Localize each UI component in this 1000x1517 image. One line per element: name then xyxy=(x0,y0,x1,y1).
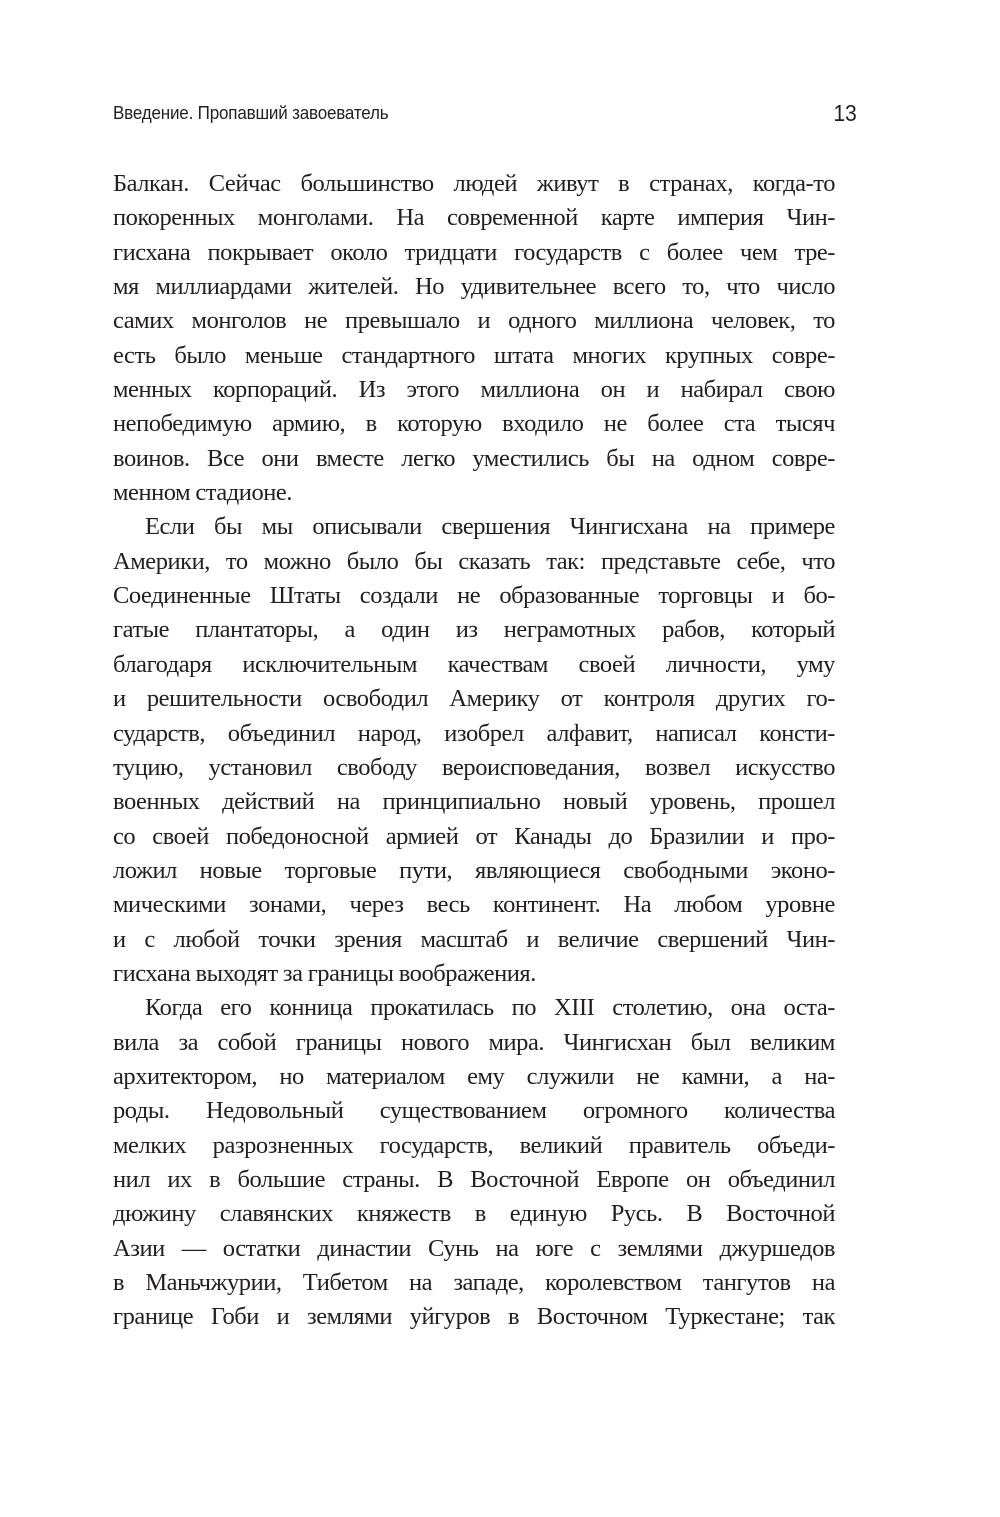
text-line: Соединенные Штаты создали не образованные торговцы и бо- xyxy=(113,582,835,610)
text-line: и с любой точки зрения масштаб и величие свершений Чин- xyxy=(113,925,835,953)
text-line: вила за собой границы нового мира. Чингисхан был великим xyxy=(113,1028,835,1056)
text-line: Балкан. Сейчас большинство людей живут в странах, когда-то xyxy=(113,170,835,197)
text-line: туцию, установил свободу вероисповедания, возвел искусство xyxy=(113,753,835,781)
text-line: благодаря исключительным качествам своей личности, уму xyxy=(113,650,835,678)
text-line: Азии — остатки династии Сунь на юге с землями джуршедов xyxy=(113,1234,835,1262)
text-line: архитектором, но материалом ему служили не камни, а на- xyxy=(113,1062,835,1090)
running-head xyxy=(113,100,857,130)
text-line: в Маньчжурии, Тибетом на западе, королевством тангутов на xyxy=(113,1269,835,1296)
paragraph-3 xyxy=(113,991,835,1334)
text-line: гатые плантаторы, а один из неграмотных рабов, который xyxy=(113,616,835,644)
text-line: воинов. Все они вместе легко уместились бы на одном совре- xyxy=(113,444,835,472)
text-line: дюжину славянских княжеств в единую Русь. В Восточной xyxy=(113,1200,835,1228)
body-text xyxy=(113,167,835,1335)
text-line: Если бы мы описывали свершения Чингисхана на примере xyxy=(145,513,835,541)
text-line: и решительности освободил Америку от контроля других го- xyxy=(113,685,835,713)
text-line: гисхана покрывает около тридцати государств с более чем тре- xyxy=(113,238,835,266)
text-line: нил их в большие страны. В Восточной Европе он объединил xyxy=(113,1165,835,1193)
text-line: мелких разрозненных государств, великий правитель объеди- xyxy=(113,1131,835,1159)
text-line: гисхана выходят за границы воображения. xyxy=(113,959,536,987)
text-line: менных корпораций. Из этого миллиона он и набирал свою xyxy=(113,376,835,404)
text-line: есть было меньше стандартного штата многих крупных совре- xyxy=(113,341,835,369)
text-line: самих монголов не превышало и одного миллиона человек, то xyxy=(113,307,835,335)
text-line: покоренных монголами. На современной карте империя Чин- xyxy=(113,204,835,232)
text-line: мя миллиардами жителей. Но удивительнее всего то, что число xyxy=(113,273,835,301)
text-line: границе Гоби и землями уйгуров в Восточном Туркестане; так xyxy=(113,1303,835,1331)
text-line: Америки, то можно было бы сказать так: представьте себе, что xyxy=(113,547,835,575)
text-line: со своей победоносной армией от Канады до Бразилии и про- xyxy=(113,822,835,850)
text-line: мическими зонами, через весь континент. На любом уровне xyxy=(113,891,835,919)
paragraph-2 xyxy=(113,510,835,991)
paragraph-1 xyxy=(113,167,835,510)
text-line: непобедимую армию, в которую входило не более ста тысяч xyxy=(113,410,835,438)
page-number: 13 xyxy=(833,100,857,126)
text-line: ложил новые торговые пути, являющиеся свободными эконо- xyxy=(113,856,835,884)
text-line: Когда его конница прокатилась по XIII столетию, она оста- xyxy=(145,994,835,1022)
text-line: военных действий на принципиально новый уровень, прошел xyxy=(113,788,835,816)
text-line: менном стадионе. xyxy=(113,479,293,507)
text-line: сударств, объединил народ, изобрел алфавит, написал консти- xyxy=(113,719,835,747)
text-line: роды. Недовольный существованием огромного количества xyxy=(113,1097,835,1125)
running-title: Введение. Пропавший завоеватель xyxy=(113,102,389,123)
